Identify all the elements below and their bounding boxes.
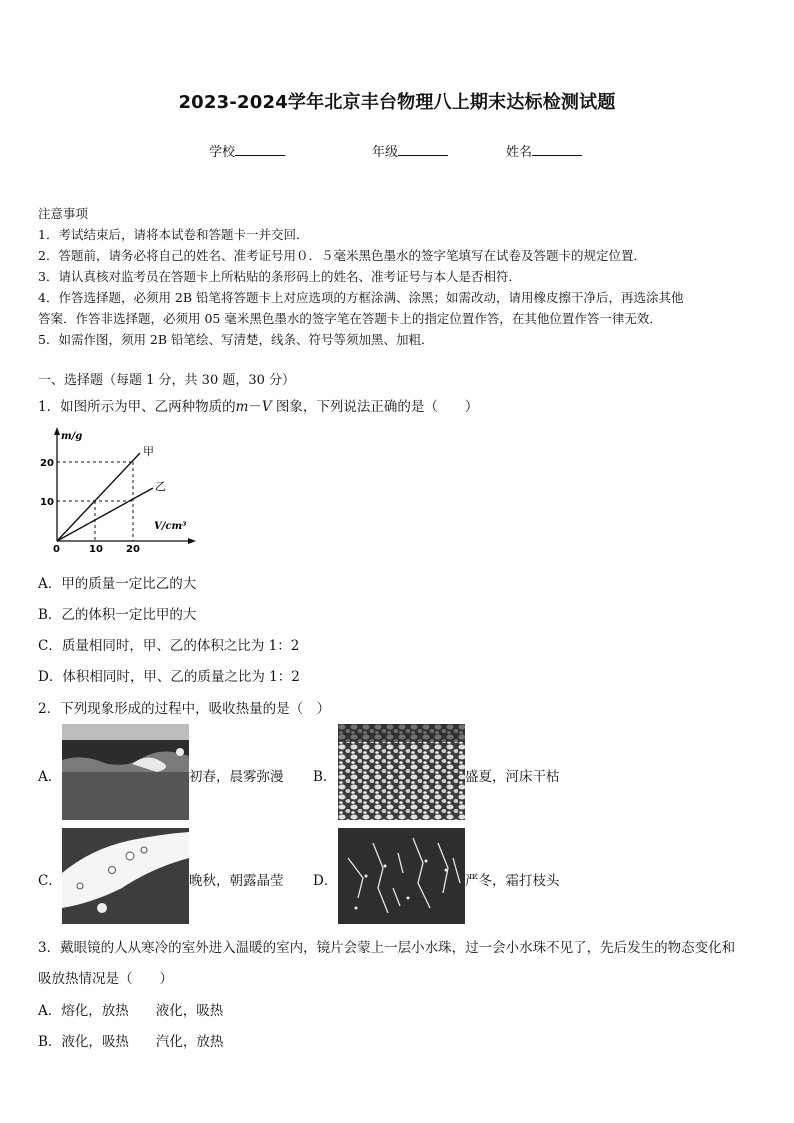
q1-option-c[interactable]: C．质量相同时，甲、乙的体积之比为 1：2 bbox=[38, 638, 300, 654]
y-tick-20: 20 bbox=[40, 458, 54, 469]
y-axis-arrow bbox=[54, 427, 60, 435]
grade-field bbox=[372, 141, 448, 160]
name-label: 姓名 bbox=[506, 145, 533, 160]
q2-option-a-text[interactable]: 初春，晨雾弥漫 bbox=[189, 769, 284, 785]
y-axis-label: m/g bbox=[61, 431, 83, 442]
q3-option-a[interactable]: A．熔化，放热 液化，吸热 bbox=[38, 1003, 224, 1019]
frost-photo bbox=[338, 828, 465, 924]
dry-riverbed-photo bbox=[338, 724, 465, 820]
q2-option-b-letter[interactable]: B． bbox=[313, 769, 337, 785]
q2-option-c-text[interactable]: 晚秋，朝露晶莹 bbox=[189, 873, 284, 889]
notes-item: 3．请认真核对监考员在答题卡上所粘贴的条形码上的姓名、准考证号与本人是否相符． bbox=[38, 269, 521, 284]
q2-option-d-letter[interactable]: D． bbox=[313, 873, 338, 889]
x-tick-20: 20 bbox=[126, 544, 140, 552]
notes-item: 2．答题前，请务必将自己的姓名、准考证号用０．５毫米黑色墨水的签字笔填写在试卷及答题卡的规定位置． bbox=[38, 248, 646, 263]
x-tick-0: 0 bbox=[53, 544, 60, 552]
q2-option-a-letter[interactable]: A． bbox=[38, 769, 62, 785]
page-title: 2023-2024学年北京丰台物理八上期末达标检测试题 bbox=[178, 92, 616, 113]
name-field bbox=[506, 141, 582, 160]
notes-heading: 注意事项 bbox=[38, 206, 89, 221]
line-jia bbox=[57, 453, 140, 541]
x-axis-arrow bbox=[188, 538, 196, 544]
q2-option-d-text[interactable]: 严冬，霜打枝头 bbox=[465, 873, 560, 889]
q2-option-b-text[interactable]: 盛夏，河床干枯 bbox=[465, 769, 560, 785]
q1-option-a[interactable]: A．甲的质量一定比乙的大 bbox=[38, 576, 197, 592]
x-tick-10: 10 bbox=[89, 544, 103, 552]
fog-photo bbox=[62, 724, 189, 820]
school-field bbox=[209, 141, 285, 160]
section-heading: 一、选择题（每题 1 分，共 30 题，30 分） bbox=[38, 373, 296, 388]
question-3-stem-line2: 吸放热情况是（ ） bbox=[38, 971, 173, 987]
notes-block bbox=[38, 203, 684, 350]
q1-option-b[interactable]: B．乙的体积一定比甲的大 bbox=[38, 607, 197, 623]
dew-photo bbox=[62, 828, 189, 924]
line-yi bbox=[57, 488, 153, 541]
x-axis-label: V/cm³ bbox=[154, 521, 187, 532]
y-tick-10: 10 bbox=[40, 497, 54, 508]
notes-item: 4．作答选择题，必须用 2B 铅笔将答题卡上对应选项的方框涂满、涂黑；如需改动，请用橡皮擦干净后，再选涂其他 bbox=[38, 290, 684, 305]
line-label-jia: 甲 bbox=[143, 445, 154, 458]
school-label: 学校 bbox=[209, 145, 236, 160]
q3-option-b[interactable]: B．液化，吸热 汽化，放热 bbox=[38, 1034, 224, 1050]
notes-item: 5．如需作图，须用 2B 铅笔绘、写清楚，线条、符号等须加黑、加粗． bbox=[38, 332, 434, 347]
name-blank[interactable] bbox=[532, 142, 582, 156]
question-2-stem: 2．下列现象形成的过程中，吸收热量的是（ ） bbox=[38, 701, 331, 717]
q1-option-d[interactable]: D．体积相同时，甲、乙的质量之比为 1：2 bbox=[38, 669, 300, 685]
question-3-stem-line1: 3．戴眼镜的人从寒冷的室外进入温暖的室内，镜片会蒙上一层小水珠，过一会小水珠不见了，先后发生的物态变化和 bbox=[38, 940, 736, 956]
q2-option-c-letter[interactable]: C． bbox=[38, 873, 62, 889]
notes-item: 答案．作答非选择题，必须用 05 毫米黑色墨水的签字笔在答题卡上的指定位置作答，在其他位置作答一律无效． bbox=[38, 311, 662, 326]
school-blank[interactable] bbox=[235, 142, 285, 156]
mass-volume-graph bbox=[40, 422, 200, 552]
notes-item: 1．考试结束后，请将本试卷和答题卡一并交回． bbox=[38, 227, 309, 242]
grade-blank[interactable] bbox=[398, 142, 448, 156]
line-label-yi: 乙 bbox=[155, 480, 166, 493]
question-1-stem: 1．如图所示为甲、乙两种物质的𝑚－𝑉 图象，下列说法正确的是（ ） bbox=[38, 399, 479, 415]
grade-label: 年级 bbox=[372, 145, 399, 160]
